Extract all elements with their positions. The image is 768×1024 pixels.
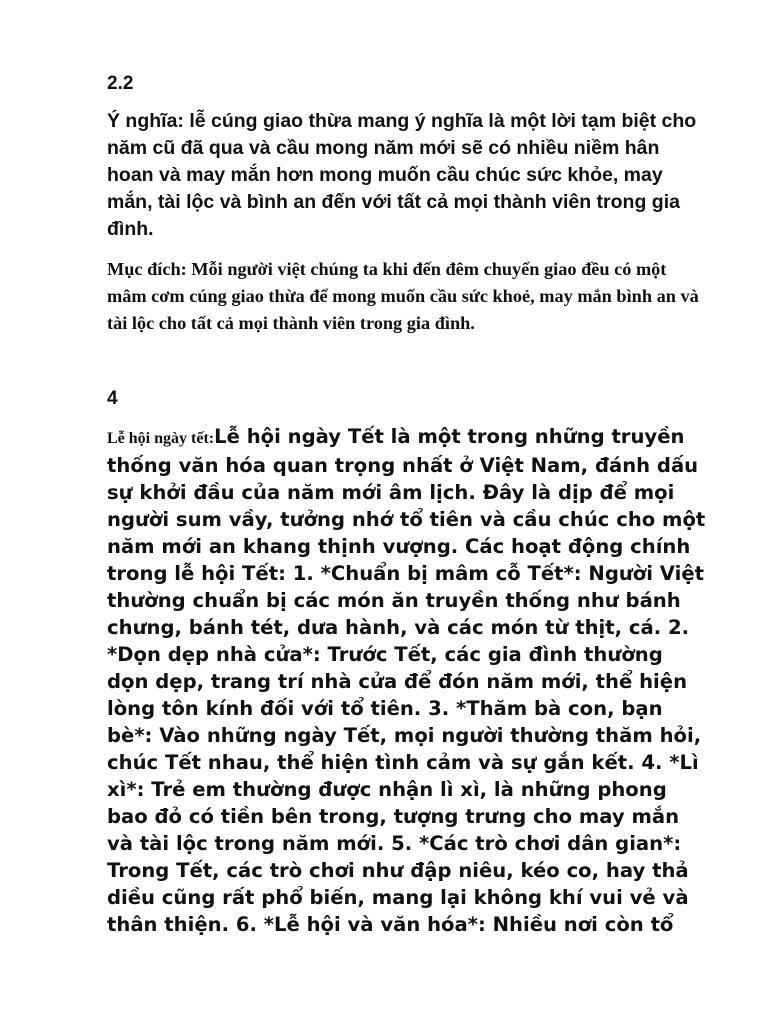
- festival-label: Lễ hội ngày tết:: [107, 430, 215, 447]
- section-heading-4: 4: [107, 388, 118, 409]
- meaning-paragraph: Ý nghĩa: lễ cúng giao thừa mang ý nghĩa là một lời tạm biệt cho năm cũ đã qua và cầu mong năm mới sẽ có nhiều niềm hân hoan và may mắn hơn mong muốn cầu chúc sức khỏe, may mắn, tài lộc và bình an đến với tất cả mọi thành viên trong gia đình.: [107, 110, 697, 240]
- festival-body: Lễ hội ngày Tết là một trong những truyền thống văn hóa quan trọng nhất ở Việt Nam, đánh dấu sự khởi đầu của năm mới âm lịch. Đây là dịp để mọi người sum vầy, tưởng nhớ tổ tiên và cầu chúc cho một năm mới an khang thịnh vượng. Các hoạt động chính trong lễ hội Tết: 1. *Chuẩn bị mâm cỗ Tết*: Người Việt thường chuẩn bị các món ăn truyền thống như bánh chưng, bánh tét, dưa hành, và các món từ thịt, cá. 2. *Dọn dẹp nhà cửa*: Trước Tết, các gia đình thường dọn dẹp, trang trí nhà cửa để đón năm mới, thể hiện lòng tôn kính đối với tổ tiên. 3. *Thăm bà con, bạn bè*: Vào những ngày Tết, mọi người thường thăm hỏi, chúc Tết nhau, thể hiện tình cảm và sự gắn kết. 4. *Lì xì*: Trẻ em thường được nhận lì xì, là những phong bao đỏ có tiền bên trong, tượng trưng cho may mắn và tài lộc trong năm mới. 5. *Các trò chơi dân gian*: Trong Tết, các trò chơi như đập niêu, kéo co, hay thả diều cũng rất phổ biến, mang lại không khí vui vẻ và thân thiện. 6. *Lễ hội và văn hóa*: Nhiều nơi còn tổ: [107, 425, 706, 936]
- purpose-paragraph: Mục đích: Mỗi người việt chúng ta khi đến đêm chuyển giao đều có một mâm cơm cúng giao thừa để mong muốn cầu sức khoẻ, may mắn bình an và tài lộc cho tất cả mọi thành viên trong gia đình.: [107, 259, 699, 333]
- festival-paragraph: [107, 423, 707, 938]
- document-content: [107, 72, 707, 938]
- section-heading-2-2: 2.2: [107, 73, 134, 94]
